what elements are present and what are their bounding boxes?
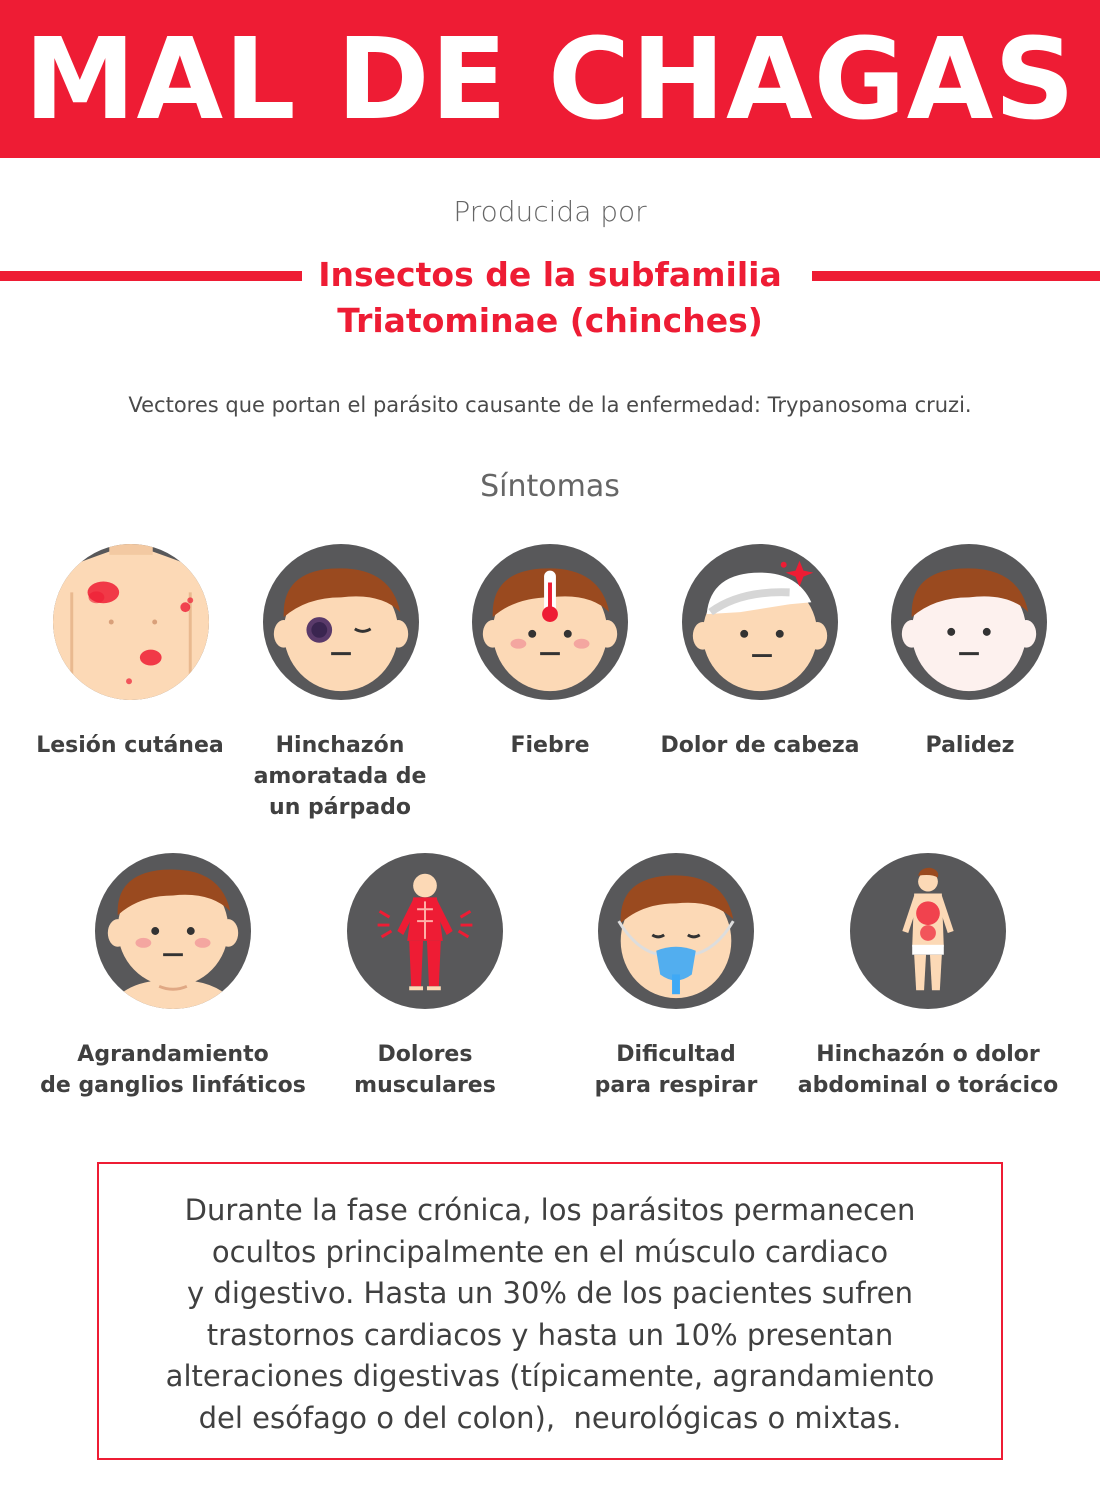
page-title: MAL DE CHAGAS	[24, 15, 1076, 145]
muscle-pain-icon	[346, 852, 504, 1010]
symptom-label-lymph: Agrandamiento de ganglios linfáticos	[40, 1042, 306, 1098]
headache-icon	[681, 543, 839, 701]
swollen-eyelid-icon	[262, 543, 420, 701]
chronic-phase-box	[97, 1162, 1003, 1460]
symptom-label-eyelid: Hinchazón amoratada de un párpado	[253, 733, 427, 820]
symptoms-heading: Síntomas	[480, 469, 620, 504]
vectors-description: Vectores que portan el parásito causante de la enfermedad: Trypanosoma cruzi.	[128, 393, 972, 417]
produced-by-label: Producida por	[453, 195, 647, 228]
symptom-label-lesion: Lesión cutánea	[36, 733, 224, 758]
divider-right	[812, 271, 1100, 281]
cause-heading: Insectos de la subfamilia Triatominae (chinches)	[318, 255, 782, 340]
title-banner	[0, 0, 1100, 158]
swollen-lymph-nodes-icon	[94, 852, 252, 1010]
symptom-label-headache: Dolor de cabeza	[660, 733, 860, 758]
abdominal-pain-icon	[849, 852, 1007, 1010]
symptom-label-muscle: Dolores musculares	[354, 1042, 496, 1098]
breathing-difficulty-icon	[597, 852, 755, 1010]
symptom-label-breathing: Dificultad para respirar	[594, 1042, 758, 1098]
chronic-phase-text: Durante la fase crónica, los parásitos permanecen ocultos principalmente en el músculo cardiaco y digestivo. Hasta un 30% de los pacientes sufren trastornos cardiacos y hasta un 10% presentan alteraciones digestivas (típicamente, agrandamiento del esófago o del colon), neurológicas o mixtas.	[165, 1193, 935, 1435]
fever-icon	[471, 543, 629, 701]
symptom-label-abdominal: Hinchazón o dolor abdominal o torácico	[797, 1042, 1059, 1098]
symptom-label-fever: Fiebre	[510, 733, 590, 758]
symptom-label-pallor: Palidez	[925, 733, 1015, 758]
skin-lesion-icon	[52, 543, 210, 701]
pallor-icon	[890, 543, 1048, 701]
divider-left	[0, 271, 302, 281]
